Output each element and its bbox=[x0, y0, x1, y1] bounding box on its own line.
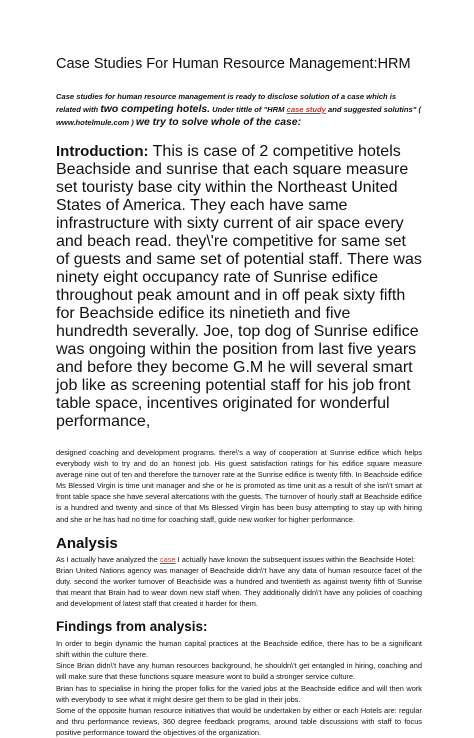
findings-paragraph-1: In order to begin dynamic the human capital practices at the Beachside edifice, there has to be a significant shift within the culture there. bbox=[56, 639, 422, 660]
note-emphasis-1: two competing hotels. bbox=[100, 104, 210, 115]
analysis-text-a: As I actually have analyzed the bbox=[56, 554, 160, 564]
analysis-paragraph-2: Brian United Nations agency was manager of Beachside didn\'t have any data of human resource facet of the duty. second the worker turnover of Beachside was a hundred and twentieth as against twenty fifth of Sunrise that meant that Brain had to wear down new staff when. They additionally didn\'t have any policies of coaching and development of latest staff that created it harder for them. bbox=[56, 565, 422, 609]
note-emphasis-2: we try to solve whole of the case: bbox=[135, 117, 302, 128]
case-link[interactable]: case bbox=[159, 554, 176, 564]
findings-heading: Findings from analysis: bbox=[56, 619, 208, 635]
introduction-heading: Introduction: bbox=[56, 143, 149, 160]
note-text-1: Case studies for human resource management is ready to disclose solution of a case which is related with bbox=[56, 92, 397, 114]
page-title: Case Studies For Human Resource Management:HRM bbox=[56, 56, 411, 72]
note-text-2: Under tittle of "HRM bbox=[210, 105, 287, 114]
findings-paragraph-3: Brian has to specialise in hiring the proper folks for the varied jobs at the Beachside edifice and will then work with everybody to see what it might desire get them to be glad in their jobs. bbox=[56, 683, 422, 704]
findings-paragraph-2: Since Brian didn\'t have any human resources background, he shouldn\'t get entangled in hiring, coaching and will make sure that these functions square measure wont to build a stronger service culture. bbox=[56, 661, 422, 682]
analysis-paragraph-1 bbox=[56, 554, 422, 565]
case-study-link[interactable]: case study bbox=[286, 105, 326, 114]
analysis-text-b: I actually have known the subsequent issues within the Beachside Hotel: bbox=[175, 554, 416, 564]
findings-paragraph-4: Some of the opposite human resource initiatives that would be undertaken by either or each Hotels are: regular and thru performance reviews, 360 degree feedback programs, around table discussions with staff to focus positive performance toward the objectives of the organization. bbox=[56, 705, 422, 737]
introduction-text: This is case of 2 competitive hotels Beachside and sunrise that each square measure set touristy base city within the Northeast United States of America. They each have same infrastructure with sixty current of air space every and beach read. they\'re competitive for same set of guests and same set of potential staff. There was ninety eight occupancy rate of Sunrise edifice throughout peak amount and in off peak sixty fifth for Beachside edifice its ninetieth and five hundredth severally. Joe, top dog of Sunrise edifice was ongoing within the position from last five years and before they become G.M he will several smart job like as screening potential staff for his job front table space, incentives originated for wonderful performance, bbox=[56, 143, 422, 430]
case-intro-note bbox=[56, 90, 422, 129]
note-text-3: and suggested solutins" ( www.hotelmule.com ) bbox=[56, 105, 422, 127]
analysis-heading: Analysis bbox=[56, 534, 118, 552]
introduction-paragraph-2: designed coaching and development programs. there\'s a way of cooperation at Sunrise edifice which helps everybody wish to try and do an honest job. His guest satisfaction ratings for his edifice square measure average nine out of ten and therefore the turnover rate at the Sunrise edifice is twenty fifth. In Beachside edifice Ms Blessed Virgin is time unit manager and she or he is promoted as time unit as a result of she isn\'t smart at front table space she have several altercations with the guests. The turnover of hourly staff at Beachside edifice is a hundred and twenty and since of that Ms Blessed Virgin has been busy attempting to stay up with hiring and she or he has had no time for coaching staff, guide new worker for higher performance. bbox=[56, 448, 422, 524]
